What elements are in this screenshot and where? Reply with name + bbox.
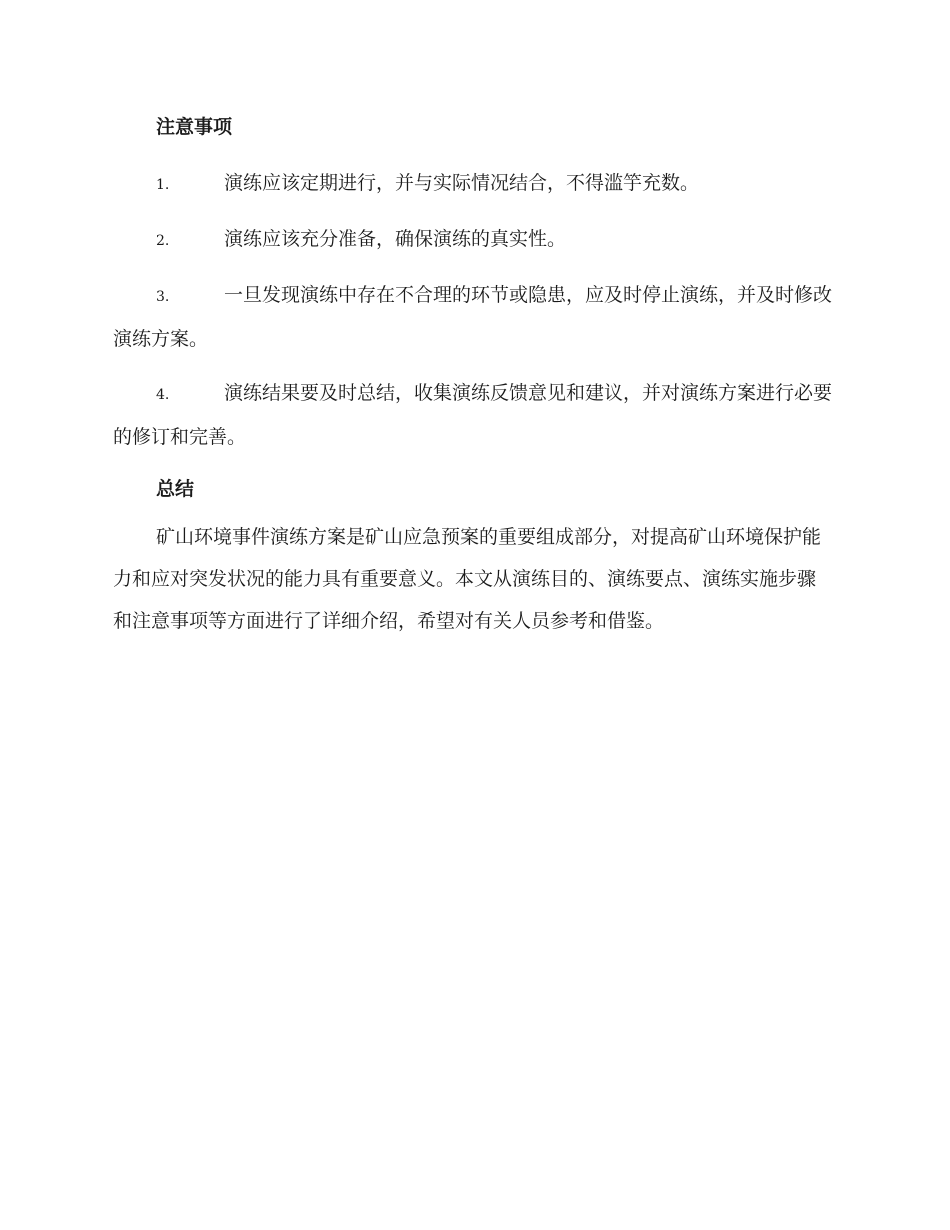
summary-paragraph: 矿山环境事件演练方案是矿山应急预案的重要组成部分，对提高矿山环境保护能力和应对突发状况的能力具有重要意义。本文从演练目的、演练要点、演练实施步骤和注意事项等方面进行了详细介绍，希望对有关人员参考和借鉴。 — [113, 526, 822, 632]
notes-heading: 注意事项 — [156, 116, 233, 138]
list-item-text: 演练结果要及时总结，收集演练反馈意见和建议，并对演练方案进行必要的修订和完善。 — [113, 382, 833, 448]
list-item-text: 演练应该充分准备，确保演练的真实性。 — [224, 228, 567, 250]
list-item-text: 一旦发现演练中存在不合理的环节或隐患，应及时停止演练，并及时修改演练方案。 — [113, 284, 833, 350]
list-item — [113, 372, 833, 458]
summary-heading: 总结 — [156, 478, 195, 500]
list-item-text: 演练应该定期进行，并与实际情况结合，不得滥竽充数。 — [224, 172, 700, 194]
list-item-number: 3. — [156, 289, 170, 305]
list-item-number: 4. — [156, 387, 170, 403]
list-item-number: 2. — [156, 233, 170, 249]
list-item — [113, 162, 833, 206]
list-item-number: 1. — [156, 177, 170, 193]
list-item — [113, 218, 833, 262]
list-item — [113, 274, 833, 360]
document-content — [113, 108, 833, 642]
